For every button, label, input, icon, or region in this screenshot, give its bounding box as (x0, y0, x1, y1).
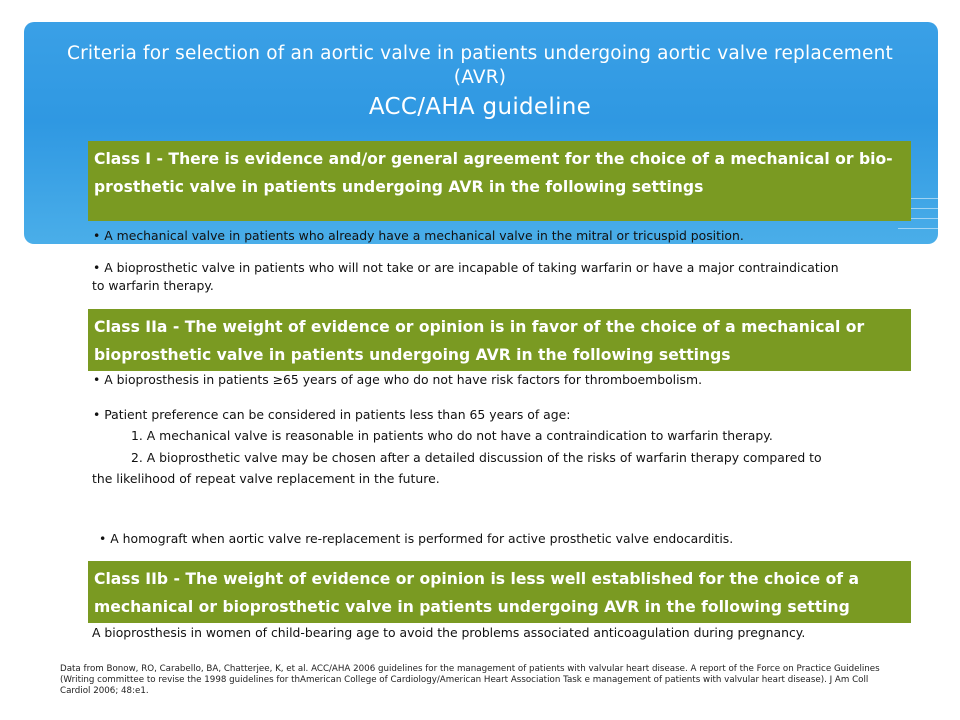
class-2a-header: Class IIa - The weight of evidence or opinion is in favor of the choice of a mechanical or bioprosthetic valve in patients undergoing AVR in the following settings (88, 309, 911, 371)
class-2a-item-2: 2. A bioprosthetic valve may be chosen after a detailed discussion of the risks of warfarin therapy compared to (131, 450, 822, 465)
class-2a-item-1: 1. A mechanical valve is reasonable in patients who do not have a contraindication to warfarin therapy. (131, 428, 773, 443)
class-2a-bullet-1: • A bioprosthesis in patients ≥65 years of age who do not have risk factors for thromboembolism. (93, 372, 703, 387)
slide-title-main: Criteria for selection of an aortic valve in patients undergoing aortic valve replacement (AVR) (67, 43, 893, 88)
class-2a-item-2-continued: the likelihood of repeat valve replacement in the future. (92, 471, 440, 486)
class-1-bullet-1: • A mechanical valve in patients who already have a mechanical valve in the mitral or tricuspid position. (93, 228, 744, 243)
class-1-header: Class I - There is evidence and/or general agreement for the choice of a mechanical or bio-prosthetic valve in patients undergoing AVR in the following settings (88, 141, 911, 221)
decorative-stripe (898, 228, 938, 229)
citation-footnote: Data from Bonow, RO, Carabello, BA, Chatterjee, K, et al. ACC/AHA 2006 guidelines for the management of patients with valvular heart disease. A report of the Force on Practice Guidelines (Writing committee to revise the 1998 guidelines for thAmerican College of Cardiology/American Heart Association Task e management of patients with valvular heart disease). J Am Coll Cardiol 2006; 48:e1. (60, 664, 880, 696)
class-1-bullet-2: • A bioprosthetic valve in patients who will not take or are incapable of taking warfarin or have a major contraindication to warfarin therapy. (92, 260, 839, 293)
class-2a-bullet-2: • Patient preference can be considered in patients less than 65 years of age: (93, 407, 571, 422)
class-2b-header: Class IIb - The weight of evidence or opinion is less well established for the choice of a mechanical or bioprosthetic valve in patients undergoing AVR in the following setting (88, 561, 911, 623)
slide-subtitle: ACC/AHA guideline (368, 94, 592, 120)
slide-title (60, 42, 900, 122)
class-2a-bullet-3: • A homograft when aortic valve re-replacement is performed for active prosthetic valve endocarditis. (99, 531, 734, 546)
class-2b-text: A bioprosthesis in women of child-bearing age to avoid the problems associated anticoagulation during pregnancy. (92, 625, 806, 640)
